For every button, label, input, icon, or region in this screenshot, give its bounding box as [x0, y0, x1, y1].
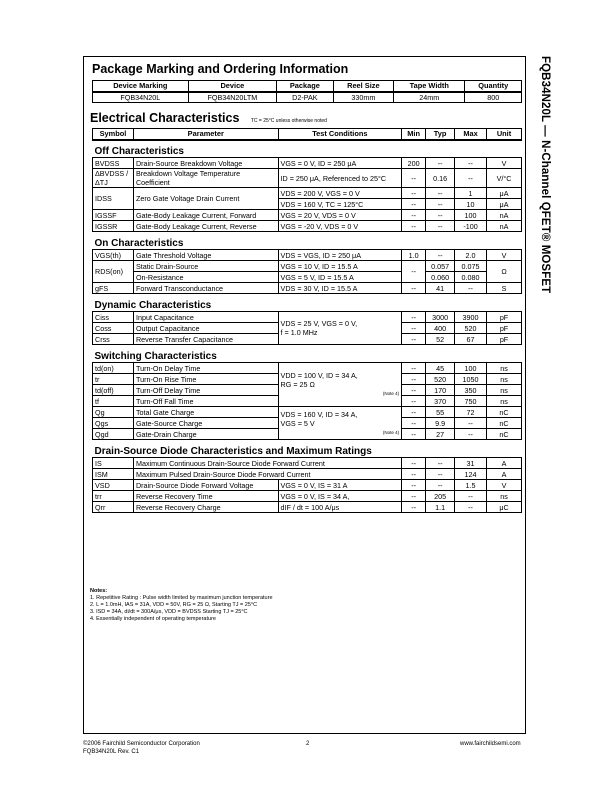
max-cell: -- [455, 491, 487, 502]
parameter-cell: Turn-Off Delay Time [133, 385, 278, 396]
ordering-cell: D2-PAK [277, 92, 334, 103]
note-item: 1. Repetitive Rating : Pulse width limited by maximum junction temperature [90, 595, 273, 601]
unit-cell: Ω [487, 261, 522, 283]
typ-cell: 52 [426, 334, 455, 345]
unit-cell: ns [487, 385, 522, 396]
unit-cell: V [487, 250, 522, 261]
section-row [93, 345, 522, 363]
min-cell: -- [402, 363, 426, 374]
symbol-cell: ISM [93, 469, 134, 480]
parameter-cell: Gate-Drain Charge [133, 429, 278, 440]
min-cell: -- [402, 374, 426, 385]
max-cell: -- [455, 429, 487, 440]
typ-cell: 3000 [426, 312, 455, 323]
max-cell: 3900 [455, 312, 487, 323]
max-cell: -- [455, 283, 487, 294]
max-cell: -100 [455, 221, 487, 232]
typ-cell: 170 [426, 385, 455, 396]
symbol-cell: ΔBVDSS / ΔTJ [93, 169, 134, 188]
condition-line: VDS = 25 V, VGS = 0 V, [280, 319, 358, 328]
unit-cell: ns [487, 363, 522, 374]
notes-title: Notes: [90, 588, 108, 594]
symbol-cell: VGS(th) [93, 250, 134, 261]
symbol-cell: Ciss [93, 312, 134, 323]
section-title-switching: Switching Characteristics [93, 345, 522, 363]
max-cell: -- [455, 418, 487, 429]
table-row [93, 491, 522, 502]
table-row [93, 158, 522, 169]
typ-cell: 400 [426, 323, 455, 334]
max-cell: 72 [455, 407, 487, 418]
table-row [93, 480, 522, 491]
ordering-header: Device Marking [93, 81, 189, 92]
unit-cell: nC [487, 407, 522, 418]
typ-cell: 45 [426, 363, 455, 374]
ordering-cell: FQB34N20L [93, 92, 189, 103]
unit-cell: μA [487, 188, 522, 199]
min-cell: 1.0 [402, 250, 426, 261]
min-cell: -- [402, 199, 426, 210]
max-cell: 124 [455, 469, 487, 480]
typ-cell: -- [426, 188, 455, 199]
symbol-cell: gFS [93, 283, 134, 294]
electrical-subtitle: TC = 25°C unless otherwise noted [250, 118, 327, 124]
typ-cell: 520 [426, 374, 455, 385]
parameter-cell: Reverse Recovery Charge [133, 502, 278, 513]
table-row [93, 283, 522, 294]
unit-cell: V [487, 480, 522, 491]
table-row [93, 458, 522, 469]
parameter-cell: Gate Threshold Voltage [133, 250, 278, 261]
parameter-cell: Drain-Source Diode Forward Voltage [133, 480, 278, 491]
parameter-cell: Zero Gate Voltage Drain Current [133, 188, 278, 210]
max-cell: 1.5 [455, 480, 487, 491]
unit-cell: μC [487, 502, 522, 513]
conditions-cell: VDS = VGS, ID = 250 μA [278, 250, 402, 261]
parameter-cell: On-Resistance [133, 272, 278, 283]
min-cell: -- [402, 458, 426, 469]
unit-cell: nC [487, 429, 522, 440]
table-row [93, 407, 522, 418]
symbol-cell: VSD [93, 480, 134, 491]
max-cell: -- [455, 158, 487, 169]
max-cell: 2.0 [455, 250, 487, 261]
symbol-cell: Qrr [93, 502, 134, 513]
min-cell: -- [402, 334, 426, 345]
typ-cell: -- [426, 250, 455, 261]
typ-cell: 0.060 [426, 272, 455, 283]
symbol-cell: RDS(on) [93, 261, 134, 283]
min-cell: -- [402, 221, 426, 232]
max-cell: 67 [455, 334, 487, 345]
table-row [93, 250, 522, 261]
typ-cell: 27 [426, 429, 455, 440]
section-title-off: Off Characteristics [93, 140, 522, 158]
symbol-cell: Coss [93, 323, 134, 334]
unit-cell: V/°C [487, 169, 522, 188]
side-title: FQB34N20L — N-Channel QFET® MOSFET [539, 56, 551, 294]
typ-cell: -- [426, 210, 455, 221]
typ-cell: -- [426, 199, 455, 210]
max-cell: 0.075 [455, 261, 487, 272]
conditions-cell: VGS = -20 V, VDS = 0 V [278, 221, 402, 232]
min-cell: -- [402, 407, 426, 418]
min-cell: -- [402, 491, 426, 502]
table-row [93, 188, 522, 199]
symbol-cell: Qgs [93, 418, 134, 429]
parameter-cell: Output Capacitance [133, 323, 278, 334]
electrical-title-text: Electrical Characteristics [90, 111, 240, 125]
electrical-title [90, 111, 327, 125]
conditions-cell: VGS = 0 V, ID = 250 μA [278, 158, 402, 169]
ordering-cell: 330mm [333, 92, 393, 103]
symbol-cell: Crss [93, 334, 134, 345]
section-row [93, 294, 522, 312]
typ-cell: 9.9 [426, 418, 455, 429]
typ-cell: -- [426, 469, 455, 480]
max-cell: 100 [455, 363, 487, 374]
parameter-cell: Turn-Off Fall Time [133, 396, 278, 407]
min-cell: -- [402, 480, 426, 491]
max-cell: 100 [455, 210, 487, 221]
section-row [93, 440, 522, 458]
parameter-cell: Maximum Continuous Drain-Source Diode Forward Current [133, 458, 401, 469]
table-row [93, 469, 522, 480]
typ-cell: 41 [426, 283, 455, 294]
min-cell: -- [402, 283, 426, 294]
ordering-cell: 24mm [394, 92, 465, 103]
section-title-on: On Characteristics [93, 232, 522, 250]
section-row [93, 232, 522, 250]
conditions-cell: VGS = 5 V, ID = 15.5 A [278, 272, 402, 283]
condition-note: (Note 4) [382, 391, 400, 396]
conditions-cell: VDS = 160 V, TC = 125°C [278, 199, 402, 210]
symbol-cell: IGSSF [93, 210, 134, 221]
conditions-cell: VGS = 20 V, VDS = 0 V [278, 210, 402, 221]
ordering-header: Device [188, 81, 276, 92]
typ-cell: 1.1 [426, 502, 455, 513]
symbol-cell: td(on) [93, 363, 134, 374]
parameter-cell: Total Gate Charge [133, 407, 278, 418]
min-cell: -- [402, 418, 426, 429]
condition-line: RG = 25 Ω [280, 380, 315, 389]
parameter-cell: Forward Transconductance [133, 283, 278, 294]
parameter-cell: Reverse Recovery Time [133, 491, 278, 502]
table-row [93, 312, 522, 323]
ec-header: Max [455, 129, 487, 140]
max-cell: 750 [455, 396, 487, 407]
table-row [93, 169, 522, 188]
symbol-cell: tr [93, 374, 134, 385]
conditions-cell: VDS = 30 V, ID = 15.5 A [278, 283, 402, 294]
min-cell: -- [402, 385, 426, 396]
section-title-dynamic: Dynamic Characteristics [93, 294, 522, 312]
ec-header: Min [402, 129, 426, 140]
typ-cell: 55 [426, 407, 455, 418]
conditions-cell: VGS = 0 V, IS = 31 A [278, 480, 402, 491]
typ-cell: 0.057 [426, 261, 455, 272]
max-cell: -- [455, 169, 487, 188]
parameter-cell: Gate-Source Charge [133, 418, 278, 429]
unit-cell: A [487, 469, 522, 480]
max-cell: 350 [455, 385, 487, 396]
symbol-cell: BVDSS [93, 158, 134, 169]
ordering-header: Package [277, 81, 334, 92]
max-cell: 0.080 [455, 272, 487, 283]
condition-line: f = 1.0 MHz [280, 328, 318, 337]
parameter-cell: Reverse Transfer Capacitance [133, 334, 278, 345]
typ-cell: 370 [426, 396, 455, 407]
unit-cell: ns [487, 396, 522, 407]
min-cell: -- [402, 169, 426, 188]
typ-cell: -- [426, 158, 455, 169]
typ-cell: 0.16 [426, 169, 455, 188]
unit-cell: V [487, 158, 522, 169]
unit-cell: ns [487, 491, 522, 502]
min-cell: -- [402, 469, 426, 480]
min-cell: -- [402, 429, 426, 440]
ordering-title: Package Marking and Ordering Information [92, 62, 349, 76]
shared-conditions-cell [278, 407, 402, 440]
notes-block [90, 588, 273, 623]
ec-header: Symbol [93, 129, 134, 140]
ordering-cell: FQB34N20LTM [188, 92, 276, 103]
table-row [93, 272, 522, 283]
ec-header: Typ [426, 129, 455, 140]
unit-cell: ns [487, 374, 522, 385]
unit-cell: pF [487, 323, 522, 334]
parameter-cell: Turn-On Rise Time [133, 374, 278, 385]
ordering-header: Quantity [465, 81, 522, 92]
max-cell: 10 [455, 199, 487, 210]
footer-url: www.fairchildsemi.com [460, 741, 521, 747]
table-row [93, 210, 522, 221]
table-row [93, 221, 522, 232]
min-cell: -- [402, 188, 426, 199]
footer-copyright: ©2006 Fairchild Semiconductor Corporation [83, 741, 200, 747]
max-cell: 520 [455, 323, 487, 334]
conditions-cell: dIF / dt = 100 A/μs [278, 502, 402, 513]
parameter-cell: Turn-On Delay Time [133, 363, 278, 374]
typ-cell: 205 [426, 491, 455, 502]
min-cell: -- [402, 323, 426, 334]
symbol-cell: IDSS [93, 188, 134, 210]
ordering-cell: 800 [465, 92, 522, 103]
parameter-cell: Maximum Pulsed Drain-Source Diode Forward Current [133, 469, 401, 480]
condition-line: VGS = 5 V [280, 418, 315, 428]
symbol-cell: Qgd [93, 429, 134, 440]
min-cell: -- [402, 312, 426, 323]
unit-cell: S [487, 283, 522, 294]
note-item: 3. ISD = 34A, di/dt = 300A/μs, VDD = BVDSS Starting TJ = 25°C [90, 609, 248, 615]
footer-rev: FQB34N20L Rev. C1 [83, 749, 140, 755]
ordering-table [92, 80, 522, 103]
section-title-diode: Drain-Source Diode Characteristics and Maximum Ratings [93, 440, 522, 458]
note-item: 2. L = 1.0mH, IAS = 31A, VDD = 50V, RG = 25 Ω, Starting TJ = 25°C [90, 602, 258, 608]
unit-cell: nC [487, 418, 522, 429]
min-cell: -- [402, 210, 426, 221]
unit-cell: nA [487, 221, 522, 232]
table-row [93, 261, 522, 272]
min-cell: 200 [402, 158, 426, 169]
note-item: 4. Essentially independent of operating temperature [90, 616, 216, 622]
parameter-cell: Static Drain-Source [133, 261, 278, 272]
ec-header: Test Conditions [278, 129, 402, 140]
max-cell: 31 [455, 458, 487, 469]
unit-cell: A [487, 458, 522, 469]
typ-cell: -- [426, 221, 455, 232]
unit-cell: nA [487, 210, 522, 221]
max-cell: -- [455, 502, 487, 513]
unit-cell: μA [487, 199, 522, 210]
shared-conditions-cell [278, 312, 402, 345]
max-cell: 1 [455, 188, 487, 199]
table-row [93, 363, 522, 374]
parameter-cell: Input Capacitance [133, 312, 278, 323]
symbol-cell: trr [93, 491, 134, 502]
typ-cell: -- [426, 480, 455, 491]
unit-cell: pF [487, 312, 522, 323]
min-cell: -- [402, 396, 426, 407]
parameter-cell: Breakdown Voltage Temperature Coefficient [133, 169, 278, 188]
symbol-cell: IS [93, 458, 134, 469]
ordering-header: Tape Width [394, 81, 465, 92]
side-title-bar [529, 56, 551, 476]
symbol-cell: Qg [93, 407, 134, 418]
conditions-cell: VDS = 200 V, VGS = 0 V [278, 188, 402, 199]
ec-header: Unit [487, 129, 522, 140]
electrical-table [92, 128, 522, 513]
max-cell: 1050 [455, 374, 487, 385]
condition-line: VDD = 100 V, ID = 34 A, [280, 371, 358, 380]
parameter-cell: Gate-Body Leakage Current, Reverse [133, 221, 278, 232]
min-cell: -- [402, 261, 426, 283]
footer-page-number: 2 [306, 741, 310, 747]
parameter-cell: Drain-Source Breakdown Voltage [133, 158, 278, 169]
condition-line: VDS = 160 V, ID = 34 A, [280, 409, 358, 419]
ec-header: Parameter [133, 129, 278, 140]
unit-cell: pF [487, 334, 522, 345]
typ-cell: -- [426, 458, 455, 469]
ordering-header: Reel Size [333, 81, 393, 92]
parameter-cell: Gate-Body Leakage Current, Forward [133, 210, 278, 221]
table-row [93, 502, 522, 513]
conditions-cell: VGS = 0 V, IS = 34 A, [278, 491, 402, 502]
section-row [93, 140, 522, 158]
symbol-cell: tf [93, 396, 134, 407]
condition-note: (Note 4) [382, 429, 400, 435]
conditions-cell: VGS = 10 V, ID = 15.5 A [278, 261, 402, 272]
symbol-cell: td(off) [93, 385, 134, 396]
min-cell: -- [402, 502, 426, 513]
shared-conditions-cell [278, 363, 402, 407]
symbol-cell: IGSSR [93, 221, 134, 232]
conditions-cell: ID = 250 μA, Referenced to 25°C [278, 169, 402, 188]
